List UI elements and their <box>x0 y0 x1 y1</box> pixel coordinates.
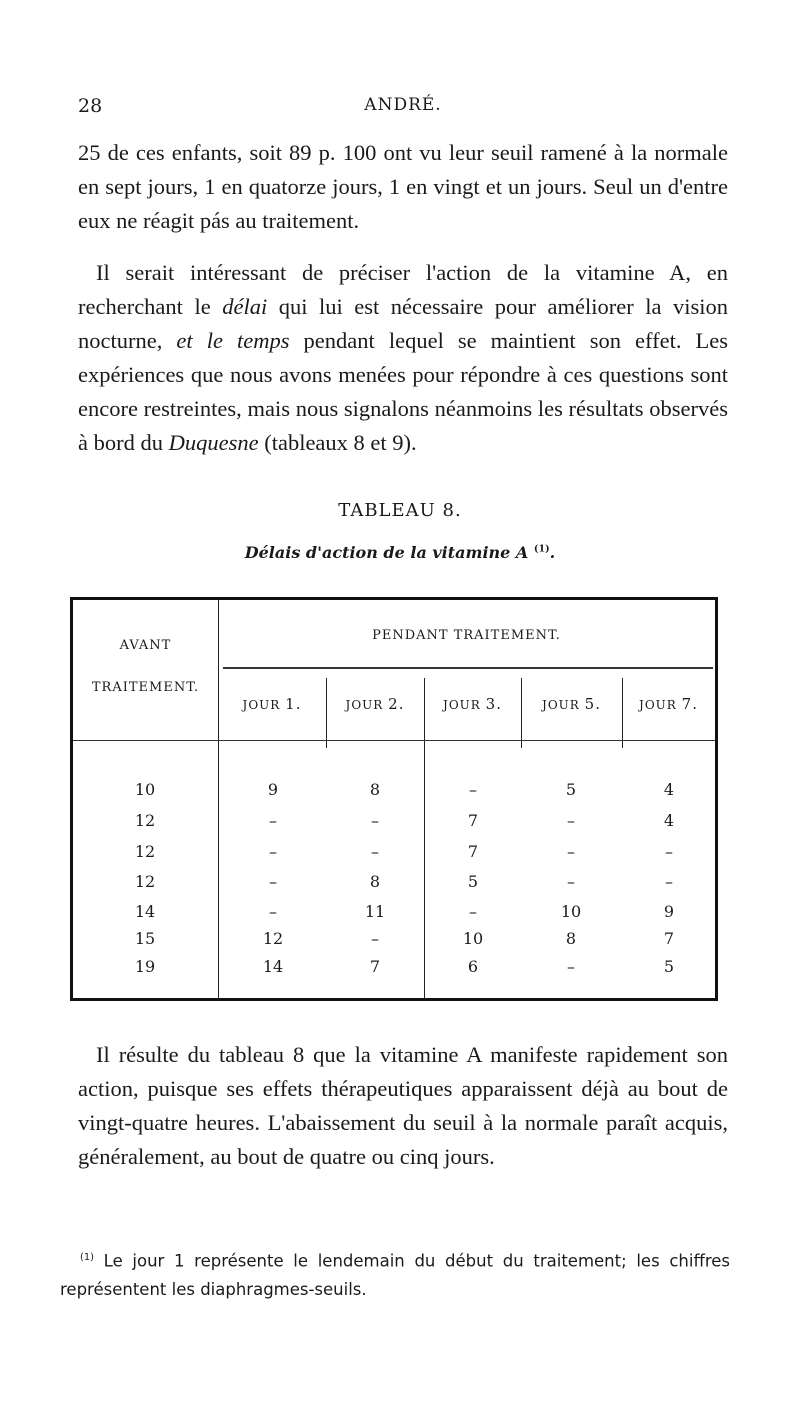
paragraph-2-text-2: qui lui est nécessaire pour améliorer la vision nocturne, <box>78 294 728 353</box>
paragraph-1: 25 de ces enfants, soit 89 p. 100 ont vu leur seuil ramené à la normale en sept jours, 1 en quatorze jours, 1 en vingt et un jours. Seul un d'entre eux ne réagit pás au traitement. <box>78 140 728 233</box>
column-header-day-5 <box>521 695 622 713</box>
table-cell: 5 <box>467 872 479 891</box>
column-header-before: AVANT <box>119 638 172 653</box>
table-cell: 12 <box>134 811 156 830</box>
table-cell: 19 <box>134 957 156 976</box>
column-header-day-2 <box>326 695 424 713</box>
table-cell: 10 <box>134 780 156 799</box>
table-cell: – <box>567 872 575 891</box>
table-cell: 6 <box>467 957 479 976</box>
table-cell: – <box>269 842 277 861</box>
column-header-treatment: TRAITEMENT. <box>91 680 200 695</box>
table-cell: 5 <box>565 780 577 799</box>
footnote <box>60 1244 730 1304</box>
page-number: 28 <box>78 95 103 117</box>
table-cell: – <box>371 929 379 948</box>
table-cell: 12 <box>262 929 284 948</box>
table-cell: 9 <box>267 780 279 799</box>
day-number: 5. <box>584 695 601 713</box>
paragraph-2 <box>78 256 728 460</box>
column-header-day-1 <box>218 695 326 713</box>
table-cell: 5 <box>663 957 675 976</box>
table-cell: 11 <box>364 902 386 921</box>
paragraph-2-emphasis-1: délai <box>222 294 268 319</box>
table-cell: 8 <box>369 872 381 891</box>
table-caption: Délais d'action de la vitamine A $^{(1)}$. <box>244 543 556 562</box>
paragraph-2-text-3: pendant lequel se maintient son effet. Les expériences que nous avons menées pour répondre à ces questions sont encore restreintes, mais nous signalons néanmoins les résultats observés à bord du <box>78 328 729 455</box>
table-cell: 12 <box>134 872 156 891</box>
day-number: 3. <box>485 695 502 713</box>
table-cell: – <box>371 842 379 861</box>
table-title: TABLEAU 8. <box>338 500 462 521</box>
running-head <box>78 95 728 125</box>
table-cell: 10 <box>560 902 582 921</box>
day-prefix: JOUR <box>443 698 481 712</box>
table-cell: 7 <box>467 842 479 861</box>
footnote-marker: (1) <box>533 543 550 555</box>
data-table <box>70 597 718 1001</box>
table-cell: 4 <box>663 780 675 799</box>
table-column-divider <box>521 678 522 748</box>
running-title: ANDRÉ. <box>364 95 442 115</box>
footnote-text: Le jour 1 représente le lendemain du début du traitement; les chiffres représentent les diaphragmes-seuils. <box>60 1251 730 1299</box>
table-cell: – <box>269 902 277 921</box>
table-cell: 9 <box>663 902 675 921</box>
paragraph-2-emphasis-2: et le temps <box>176 328 290 353</box>
table-cell: 7 <box>369 957 381 976</box>
day-prefix: JOUR <box>242 698 281 712</box>
table-cell: 8 <box>369 780 381 799</box>
table-cell: 10 <box>462 929 484 948</box>
table-column-divider <box>218 600 219 998</box>
table-column-divider <box>622 678 623 748</box>
column-header-day-3 <box>424 695 521 713</box>
group-header-rule <box>223 667 713 669</box>
paragraph-2-emphasis-3: Duquesne <box>168 430 259 455</box>
column-header-during-treatment: PENDANT TRAITEMENT. <box>372 628 561 643</box>
day-number: 2. <box>388 695 405 713</box>
paragraph-2-text-4: (tableaux 8 et 9). <box>258 430 417 455</box>
table-cell: – <box>567 842 575 861</box>
column-header-day-7 <box>622 695 715 713</box>
day-prefix: JOUR <box>345 698 384 712</box>
table-cell: 15 <box>134 929 156 948</box>
table-cell: 7 <box>663 929 675 948</box>
table-cell: – <box>665 872 673 891</box>
table-cell: – <box>567 957 575 976</box>
paragraph-3: Il résulte du tableau 8 que la vitamine A manifeste rapidement son action, puisque ses effets thérapeutiques apparaissent déjà au bout de vingt-quatre heures. L'abaissement du seuil à la normale paraît acquis, généralement, au bout de quatre ou cinq jours. <box>78 1042 728 1169</box>
footnote-marker: (1) <box>80 1252 94 1263</box>
table-cell: 8 <box>565 929 577 948</box>
table-cell: – <box>567 811 575 830</box>
day-prefix: JOUR <box>542 698 580 712</box>
table-cell: – <box>371 811 379 830</box>
table-column-divider <box>326 678 327 748</box>
header-rule <box>73 740 715 741</box>
table-cell: – <box>469 902 477 921</box>
paragraph-2-text-1: Il serait intéressant de préciser l'action de la vitamine A, en recherchant le <box>78 260 728 319</box>
table-cell: 7 <box>467 811 479 830</box>
day-prefix: JOUR <box>639 698 677 712</box>
table-cell: 4 <box>663 811 675 830</box>
table-cell: – <box>269 811 277 830</box>
table-cell: 12 <box>134 842 156 861</box>
table-cell: 14 <box>134 902 156 921</box>
table-cell: – <box>665 842 673 861</box>
table-cell: 14 <box>262 957 284 976</box>
day-number: 7. <box>681 695 698 713</box>
table-caption-text: Délais d'action de la vitamine A <box>244 543 529 562</box>
table-cell: – <box>269 872 277 891</box>
day-number: 1. <box>285 695 302 713</box>
table-cell: – <box>469 780 477 799</box>
table-column-divider <box>424 678 425 998</box>
